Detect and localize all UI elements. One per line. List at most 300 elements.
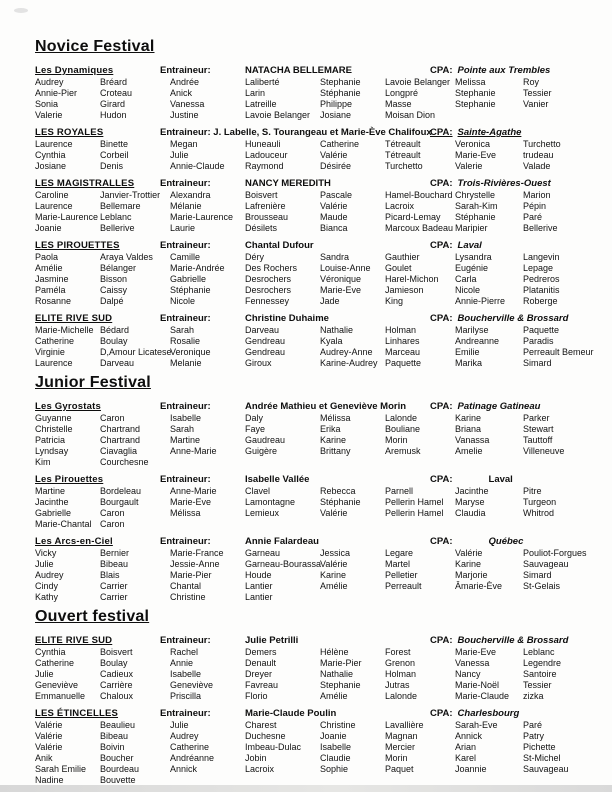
cpa-club-name: Québec: [488, 536, 524, 547]
cell-last-name: Boisvert: [245, 190, 278, 200]
participant-row: [35, 435, 595, 446]
participant-row: [35, 592, 595, 603]
cell-first-name: Jasmine: [35, 274, 69, 284]
cell-last-name: Forest: [385, 647, 411, 657]
participant-row: [35, 212, 595, 223]
cell-last-name: Bourgault: [100, 497, 139, 507]
cell-last-name: Paquette: [385, 358, 422, 368]
cell-last-name: Caron: [100, 519, 125, 529]
cell-last-name: Vanier: [523, 99, 549, 109]
cell-last-name: Longpré: [385, 88, 419, 98]
cell-first-name: Geneviève: [35, 680, 79, 690]
participant-row: [35, 764, 595, 775]
cell-first-name: Vicky: [35, 548, 57, 558]
cell-first-name: Stephanie: [455, 99, 496, 109]
cell-last-name: Chartrand: [100, 424, 141, 434]
team-block: [35, 473, 595, 530]
cell-first-name: Audrey: [35, 570, 64, 580]
cpa-label: CPA:: [430, 536, 453, 547]
cell-last-name: Bouvette: [100, 775, 136, 785]
team-header-row: [35, 400, 595, 413]
cpa-label: CPA:: [430, 127, 453, 138]
team-name: Les Dynamiques: [35, 65, 114, 76]
cpa-club-name: Trois-Rivières-Ouest: [457, 178, 551, 189]
cell-first-name: Jacinthe: [35, 497, 69, 507]
participant-row: [35, 446, 595, 457]
cell-first-name: Martine: [35, 486, 66, 496]
cell-last-name: Morin: [385, 435, 408, 445]
cell-first-name: Stephanie: [320, 680, 361, 690]
cell-last-name: Moisan Dion: [385, 110, 436, 120]
participant-row: [35, 457, 595, 468]
cell-first-name: Véronique: [320, 274, 362, 284]
cell-last-name: Bellemare: [100, 201, 141, 211]
cell-first-name: Alexandra: [170, 190, 211, 200]
cell-first-name: Chantal: [170, 581, 202, 591]
cpa-cell: [430, 707, 595, 720]
cell-first-name: Louise-Anne: [320, 263, 371, 273]
cell-last-name: Croteau: [100, 88, 133, 98]
cell-last-name: Grenon: [385, 658, 416, 668]
cell-first-name: Nicole: [455, 285, 481, 295]
participant-row: [35, 161, 595, 172]
cell-first-name: Rosalie: [170, 336, 201, 346]
cell-first-name: Anne-Marie: [170, 486, 217, 496]
cpa-cell: [430, 535, 595, 548]
cell-first-name: Désirée: [320, 161, 352, 171]
cell-first-name: Stephanie: [320, 77, 361, 87]
cell-first-name: Marie-Laurence: [35, 212, 99, 222]
cpa-cell: [430, 239, 595, 252]
participant-row: [35, 658, 595, 669]
cell-last-name: Bisson: [100, 274, 128, 284]
cell-first-name: Veronica: [455, 139, 491, 149]
cell-first-name: Laurence: [35, 139, 73, 149]
cell-last-name: Blais: [100, 570, 120, 580]
cell-first-name: Cynthia: [35, 647, 66, 657]
cell-first-name: Lyndsay: [35, 446, 69, 456]
cpa-club-name: Laval: [457, 240, 482, 251]
cell-last-name: Bellerive: [523, 223, 558, 233]
cell-first-name: Justine: [170, 110, 199, 120]
participant-row: [35, 731, 595, 742]
festival-section: [35, 38, 595, 369]
cell-last-name: Carrier: [100, 592, 128, 602]
cell-first-name: Nadine: [35, 775, 64, 785]
cell-first-name: Julie: [170, 720, 189, 730]
cpa-club-name: Charlesbourg: [457, 708, 520, 719]
cell-first-name: Sarah: [170, 325, 195, 335]
entraineur-label: Entraineur:: [160, 240, 211, 251]
cell-last-name: Simard: [523, 570, 552, 580]
festival-section: [35, 608, 595, 786]
cell-last-name: Darveau: [245, 325, 280, 335]
cell-last-name: Bédard: [100, 325, 130, 335]
cell-last-name: Clavel: [245, 486, 271, 496]
cell-last-name: Santoire: [523, 669, 557, 679]
cell-first-name: Marie-Chantal: [35, 519, 92, 529]
cell-first-name: Marie-Eve: [455, 647, 497, 657]
cell-last-name: Darveau: [100, 358, 135, 368]
cell-last-name: Turchetto: [385, 161, 423, 171]
cell-last-name: Daly: [245, 413, 264, 423]
cell-last-name: Desrochers: [245, 285, 292, 295]
cell-first-name: Karine: [455, 413, 482, 423]
team-name: ELITE RIVE SUD: [35, 635, 113, 646]
cell-first-name: Gabrielle: [170, 274, 207, 284]
participant-row: [35, 559, 595, 570]
participant-row: [35, 358, 595, 369]
cell-last-name: Lalonde: [385, 691, 418, 701]
cell-last-name: Giroux: [245, 358, 272, 368]
cell-last-name: Hudon: [100, 110, 127, 120]
cell-last-name: Patry: [523, 731, 545, 741]
cell-last-name: Boivin: [100, 742, 125, 752]
cell-last-name: Beaulieu: [100, 720, 136, 730]
cell-first-name: Nathalie: [320, 669, 354, 679]
cell-last-name: Parker: [523, 413, 550, 423]
cell-first-name: Joannie: [455, 764, 487, 774]
cell-last-name: Paré: [523, 720, 543, 730]
cell-first-name: Karine: [455, 559, 482, 569]
cpa-cell: [430, 177, 595, 190]
cell-first-name: Sonia: [35, 99, 59, 109]
cell-first-name: Stéphanie: [170, 285, 211, 295]
cell-last-name: Janvier-Trottier: [100, 190, 161, 200]
cell-last-name: Courchesne: [100, 457, 149, 467]
cell-last-name: Lamontagne: [245, 497, 296, 507]
cell-last-name: Boisvert: [100, 647, 133, 657]
cell-last-name: Martel: [385, 559, 411, 569]
cell-last-name: Girard: [100, 99, 126, 109]
cell-first-name: Erika: [320, 424, 341, 434]
cell-first-name: [170, 457, 245, 468]
team-header-row: [35, 473, 595, 486]
cell-first-name: Vanessa: [455, 658, 490, 668]
cell-last-name: Paré: [523, 212, 543, 222]
cell-last-name: Gendreau: [245, 347, 286, 357]
cell-last-name: St-Michel: [523, 753, 561, 763]
cell-last-name: Jobin: [245, 753, 267, 763]
cell-last-name: Houde: [245, 570, 272, 580]
cpa-label: CPA:: [430, 708, 453, 719]
cell-first-name: Audrey: [170, 731, 199, 741]
cell-first-name: Valérie: [35, 731, 63, 741]
participant-row: [35, 223, 595, 234]
cell-first-name: Amelie: [455, 446, 483, 456]
cell-first-name: Annick: [170, 764, 198, 774]
section-title: Junior Festival: [35, 374, 151, 391]
cell-last-name: Corbeil: [100, 150, 129, 160]
cell-last-name: Lafrenière: [245, 201, 286, 211]
cell-first-name: Bianca: [320, 223, 348, 233]
cell-first-name: Caroline: [35, 190, 69, 200]
participant-row: [35, 486, 595, 497]
cell-first-name: Gabrielle: [35, 508, 72, 518]
cpa-club-name: Patinage Gatineau: [457, 401, 541, 412]
cpa-cell: [430, 634, 595, 647]
cell-last-name: Jutras: [385, 680, 410, 690]
cell-last-name: Araya Valdes: [100, 252, 153, 262]
cell-first-name: Mélanie: [170, 201, 202, 211]
cell-last-name: Tétreault: [385, 139, 421, 149]
cell-last-name: Carrière: [100, 680, 133, 690]
cell-first-name: Isabelle: [170, 413, 202, 423]
entraineur-label: Entraineur:: [160, 536, 211, 547]
cell-first-name: Sarah: [170, 424, 195, 434]
cpa-club-name: Boucherville & Brossard: [457, 635, 569, 646]
team-block: [35, 239, 595, 307]
cell-first-name: Anne-Marie: [170, 446, 217, 456]
cell-last-name: Magnan: [385, 731, 418, 741]
cell-first-name: Annie-Pier: [35, 88, 78, 98]
cell-first-name: Catherine: [35, 658, 75, 668]
cpa-cell: [430, 126, 595, 139]
cell-first-name: Valerie: [35, 110, 63, 120]
cell-last-name: Lavoie Belanger: [385, 77, 451, 87]
cell-last-name: Lantier: [245, 592, 273, 602]
trainer-name: Christine Duhaime: [245, 313, 329, 324]
cell-first-name: Philippe: [320, 99, 353, 109]
cell-first-name: Audrey-Anne: [320, 347, 373, 357]
team-name: LES MAGISTRALLES: [35, 178, 135, 189]
cpa-club-name: Laval: [488, 474, 513, 485]
cell-last-name: Roberge: [523, 296, 558, 306]
cell-last-name: Pitre: [523, 486, 542, 496]
cell-last-name: Lacroix: [245, 764, 275, 774]
cell-last-name: Boulay: [100, 336, 128, 346]
cell-first-name: Arian: [455, 742, 477, 752]
trainer-name: Isabelle Vallée: [245, 474, 310, 485]
participant-row: [35, 150, 595, 161]
scanner-edge-strip: [0, 785, 612, 792]
cell-first-name: Andréanne: [170, 753, 215, 763]
cell-first-name: Paméla: [35, 285, 66, 295]
team-name: Les Pirouettes: [35, 474, 104, 485]
cell-first-name: Marie-Andrée: [170, 263, 225, 273]
cell-first-name: Stéphanie: [455, 212, 496, 222]
cell-last-name: Paquet: [385, 764, 414, 774]
cell-last-name: Stewart: [523, 424, 554, 434]
cpa-label: CPA:: [430, 474, 453, 485]
cell-last-name: Desrochers: [245, 274, 292, 284]
cell-last-name: Dalpé: [100, 296, 124, 306]
cell-last-name: Leblanc: [523, 647, 555, 657]
cell-last-name: Linhares: [385, 336, 420, 346]
cell-first-name: Emmanuelle: [35, 691, 86, 701]
cell-last-name: Bernier: [100, 548, 130, 558]
cell-last-name: Caron: [100, 508, 125, 518]
cpa-cell: [430, 64, 595, 77]
cell-first-name: Marie-Claude: [455, 691, 510, 701]
cpa-label: CPA:: [430, 178, 453, 189]
cell-first-name: Priscilla: [170, 691, 202, 701]
cell-last-name: Bordeleau: [100, 486, 142, 496]
cell-first-name: Maude: [320, 212, 348, 222]
cell-first-name: Joanie: [320, 731, 347, 741]
cell-first-name: Rachel: [170, 647, 199, 657]
cell-last-name: Déry: [245, 252, 265, 262]
cell-last-name: Perreault Bemeur: [523, 347, 594, 357]
cell-last-name: Lantier: [245, 581, 273, 591]
cell-first-name: Josiane: [35, 161, 67, 171]
cell-last-name: Denault: [245, 658, 277, 668]
cell-first-name: Sandra: [320, 252, 350, 262]
cell-first-name: Virginie: [35, 347, 65, 357]
cell-last-name: Simard: [523, 358, 552, 368]
cell-last-name: Guigère: [245, 446, 278, 456]
cell-first-name: Karine: [320, 435, 347, 445]
cell-first-name: Nathalie: [320, 325, 354, 335]
cell-last-name: St-Gelais: [523, 581, 561, 591]
cell-first-name: Rebecca: [320, 486, 356, 496]
cell-first-name: Pascale: [320, 190, 353, 200]
festival-roster-document: [35, 36, 595, 791]
cell-first-name: Karel: [455, 753, 477, 763]
cell-last-name: Lavoie Belanger: [245, 110, 311, 120]
cell-last-name: Pouliot-Forgues: [523, 548, 587, 558]
cpa-cell: [430, 400, 595, 413]
team-block: [35, 177, 595, 234]
cell-first-name: Amélie: [320, 581, 348, 591]
festival-section: [35, 374, 595, 603]
cell-last-name: Gendreau: [245, 336, 286, 346]
cell-last-name: Holman: [385, 669, 417, 679]
cell-first-name: Martine: [170, 435, 201, 445]
cell-last-name: Pépin: [523, 201, 547, 211]
cell-last-name: Mercier: [385, 742, 416, 752]
cell-last-name: Laliberté: [245, 77, 280, 87]
scan-smudge: [14, 8, 28, 13]
participant-row: [35, 647, 595, 658]
cell-first-name: Carla: [455, 274, 477, 284]
cell-first-name: Audrey: [35, 77, 64, 87]
entraineur-label: Entraineur:: [160, 708, 211, 719]
cell-first-name: Claudie: [320, 753, 351, 763]
cell-last-name: Garneau: [245, 548, 281, 558]
cell-first-name: Anick: [170, 88, 193, 98]
cell-first-name: Jessica: [320, 548, 351, 558]
cell-last-name: Lacroix: [385, 201, 415, 211]
cpa-label: CPA:: [430, 240, 453, 251]
participant-row: [35, 336, 595, 347]
team-name: ELITE RIVE SUD: [35, 313, 113, 324]
cell-first-name: Karine-Audrey: [320, 358, 378, 368]
participant-row: [35, 508, 595, 519]
participant-row: [35, 691, 595, 702]
cell-last-name: [385, 592, 455, 603]
cell-last-name: Whitrod: [523, 508, 555, 518]
trainer-name: Andrée Mathieu et Geneviève Morin: [245, 401, 407, 412]
cell-first-name: Melissa: [455, 77, 486, 87]
cell-last-name: Parnell: [385, 486, 414, 496]
cell-first-name: Nancy: [455, 669, 481, 679]
participant-row: [35, 347, 595, 358]
trainer-name: Marie-Claude Poulin: [245, 708, 337, 719]
cell-last-name: Bibeau: [100, 559, 129, 569]
participant-row: [35, 680, 595, 691]
team-header-row: [35, 634, 595, 647]
cell-last-name: Denis: [100, 161, 124, 171]
participant-row: [35, 190, 595, 201]
cell-first-name: [320, 592, 385, 603]
cell-first-name: Sarah-Eve: [455, 720, 498, 730]
participant-row: [35, 110, 595, 121]
participant-row: [35, 753, 595, 764]
team-block: [35, 707, 595, 786]
cell-first-name: Annick: [455, 731, 483, 741]
cell-first-name: Joanie: [35, 223, 62, 233]
cell-last-name: Goulet: [385, 263, 412, 273]
participant-row: [35, 88, 595, 99]
cell-first-name: Kathy: [35, 592, 59, 602]
cell-first-name: Christine: [170, 592, 206, 602]
team-name: LES PIROUETTES: [35, 240, 120, 251]
cell-first-name: Maripier: [455, 223, 488, 233]
cpa-label: CPA:: [430, 401, 453, 412]
cell-last-name: Garneau-Bourassa: [245, 559, 322, 569]
cell-last-name: Désilets: [245, 223, 278, 233]
cell-last-name: Turchetto: [523, 139, 561, 149]
cell-first-name: Isabelle: [170, 669, 202, 679]
cell-last-name: Perreault: [385, 581, 422, 591]
entraineur-label: Entraineur:: [160, 401, 211, 412]
cell-first-name: Stéphanie: [320, 88, 361, 98]
team-block: [35, 400, 595, 468]
cell-first-name: Annie-Claude: [170, 161, 225, 171]
entraineur-label: Entraineur:: [160, 313, 211, 324]
cell-first-name: Andreanne: [455, 336, 500, 346]
cell-first-name: Rosanne: [35, 296, 72, 306]
cell-first-name: Valerie: [455, 161, 483, 171]
participant-row: [35, 201, 595, 212]
cell-last-name: Gauthier: [385, 252, 420, 262]
cell-last-name: Latreille: [245, 99, 277, 109]
cell-last-name: Florio: [245, 691, 268, 701]
cell-last-name: Harel-Michon: [385, 274, 439, 284]
cell-first-name: Veronique: [170, 347, 211, 357]
cell-last-name: Tessier: [523, 88, 552, 98]
cell-first-name: Cindy: [35, 581, 59, 591]
cell-last-name: Carrier: [100, 581, 128, 591]
team-header-row: [35, 535, 595, 548]
cell-first-name: Vanassa: [455, 435, 490, 445]
entraineur-label: Entraineur:: [160, 178, 211, 189]
cell-last-name: D,Amour Licatese: [100, 347, 172, 357]
team-block: [35, 64, 595, 121]
cell-last-name: Aremusk: [385, 446, 421, 456]
cell-first-name: Catherine: [170, 742, 210, 752]
cell-last-name: Jamieson: [385, 285, 424, 295]
cpa-club-name: Pointe aux Trembles: [457, 65, 551, 76]
team-header-row: [35, 707, 595, 720]
cell-first-name: Kyala: [320, 336, 343, 346]
cell-first-name: Sophie: [320, 764, 349, 774]
cell-last-name: King: [385, 296, 404, 306]
entraineur-label: Entraineur: J. Labelle, S. Tourangeau et Marie-Ève Chalifoux: [160, 127, 432, 138]
participant-row: [35, 413, 595, 424]
participant-row: [35, 77, 595, 88]
cell-last-name: Binette: [100, 139, 129, 149]
cell-first-name: Briana: [455, 424, 482, 434]
cell-last-name: Hamel-Bouchard: [385, 190, 453, 200]
cell-last-name: Raymond: [245, 161, 284, 171]
cell-last-name: Sauvageau: [523, 764, 569, 774]
team-header-row: [35, 126, 595, 139]
cell-last-name: Dreyer: [245, 669, 273, 679]
cell-first-name: Marie-Eve: [170, 497, 212, 507]
participant-row: [35, 325, 595, 336]
